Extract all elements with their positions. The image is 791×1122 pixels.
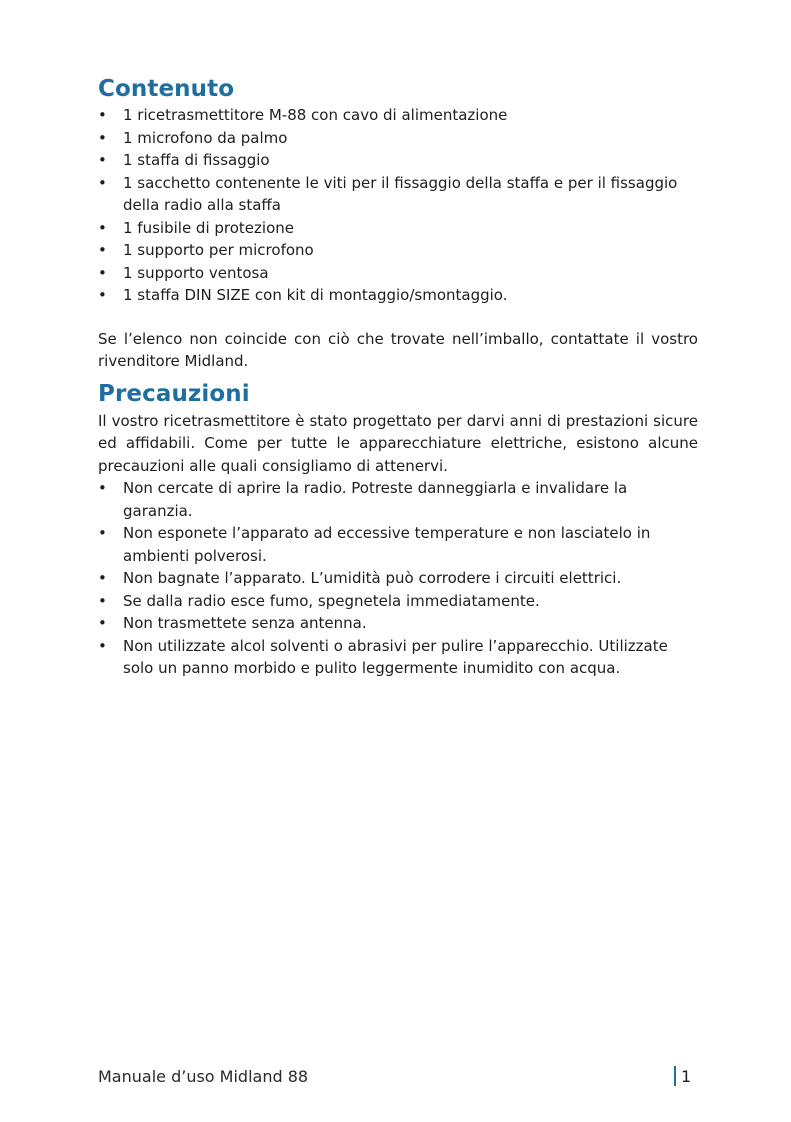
list-item: • 1 supporto per microfono [98, 239, 698, 262]
bullet-icon: • [98, 263, 107, 282]
list-item: • Non utilizzate alcol solventi o abrasivi per pulire l’apparecchio. Utilizzate solo un panno morbido e pulito leggermente inumidito con acqua. [98, 636, 668, 677]
list-item: • 1 ricetrasmettitore M-88 con cavo di alimentazione [98, 104, 698, 127]
contents-note: Se l’elenco non coincide con ciò che trovate nell’imballo, contattate il vostro rivenditore Midland. [98, 329, 698, 370]
list-item: • 1 supporto ventosa [98, 262, 698, 285]
bullet-icon: • [98, 524, 107, 542]
bullet-icon: • [98, 286, 107, 304]
precautions-intro: Il vostro ricetrasmettitore è stato progettato per darvi anni di prestazioni sicure ed affidabili. Come per tutte le apparecchiature elettriche, esistono alcune precauzioni alle quali consigliamo di attenervi. [98, 411, 698, 475]
bullet-icon: • [98, 128, 107, 147]
bullet-icon: • [98, 614, 107, 632]
bullet-icon: • [98, 241, 107, 259]
bullet-icon: • [98, 173, 107, 192]
contents-list [98, 104, 698, 307]
bullet-icon: • [98, 106, 107, 124]
list-item: • Non trasmettete senza antenna. [98, 612, 698, 635]
bullet-icon: • [98, 151, 107, 169]
precautions-list [98, 477, 698, 680]
list-item: • Non bagnate l’apparato. L’umidità può corrodere i circuiti elettrici. [98, 567, 698, 590]
section-heading-precautions: Precauzioni [98, 380, 250, 407]
list-item: • 1 staffa di fissaggio [98, 149, 698, 172]
list-item: • Non esponete l’apparato ad eccessive temperature e non lasciatelo in ambienti polverosi. [98, 524, 651, 565]
bullet-icon: • [98, 479, 107, 497]
list-item: • 1 microfono da palmo [98, 127, 698, 150]
list-item: • 1 fusibile di protezione [98, 217, 698, 240]
bullet-icon: • [98, 569, 107, 587]
section-heading-contents: Contenuto [98, 76, 235, 102]
list-item: • Non cercate di aprire la radio. Potreste danneggiarla e invalidare la garanzia. [98, 479, 628, 520]
list-item: • Se dalla radio esce fumo, spegnetela immediatamente. [98, 590, 698, 613]
footer-title: Manuale d’uso Midland 88 [98, 1067, 309, 1086]
page-number-value: 1 [681, 1067, 692, 1086]
bullet-icon: • [98, 218, 107, 237]
list-item: • 1 sacchetto contenente le viti per il fissaggio della staffa e per il fissaggio della radio alla staffa [98, 173, 678, 214]
bullet-icon: • [98, 591, 107, 610]
bullet-icon: • [98, 636, 107, 655]
document-page [98, 74, 698, 680]
page-number-divider [674, 1066, 676, 1086]
list-item: • 1 staffa DIN SIZE con kit di montaggio/smontaggio. [98, 284, 698, 307]
page-number [674, 1065, 691, 1089]
